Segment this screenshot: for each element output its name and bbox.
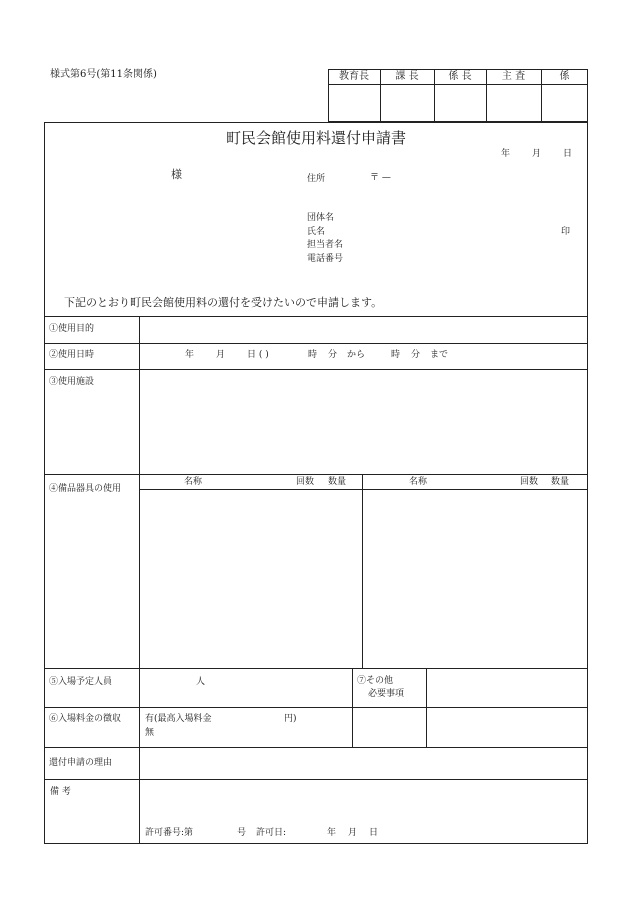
equipment-col-name-left: 名称 xyxy=(184,477,203,487)
name-label: 氏名 xyxy=(307,227,326,237)
attendance-label: ⑤入場予定人員 xyxy=(49,677,113,687)
equipment-col-qty-left: 数量 xyxy=(328,477,347,487)
approval-header-staff: 係 xyxy=(559,71,570,82)
permit-number-suffix: 号 xyxy=(237,828,247,838)
datetime-label: ②使用日時 xyxy=(49,350,95,360)
refund-reason-label: 還付申請の理由 xyxy=(49,758,113,768)
purpose-label: ①使用目的 xyxy=(49,324,95,334)
dt-day: 日 ( ) xyxy=(247,350,269,360)
postal-mark: 〒 — xyxy=(370,173,391,183)
dt-hour-start: 時 xyxy=(308,350,318,360)
page-title: 町民会館使用料還付申請書 xyxy=(225,129,406,147)
permit-month: 月 xyxy=(348,828,358,838)
approval-header-superintendent: 教育長 xyxy=(339,71,369,82)
refund-reason-field[interactable] xyxy=(141,749,587,778)
permit-year: 年 xyxy=(327,828,337,838)
stamp-cell-staff[interactable] xyxy=(542,85,588,121)
datetime-field[interactable] xyxy=(141,345,587,368)
fee-no: 無 xyxy=(145,728,155,738)
application-statement: 下記のとおり町民会館使用料の還付を受けたいので申請します。 xyxy=(64,296,383,309)
org-label: 団体名 xyxy=(307,213,335,223)
fee-yes-prefix: 有(最高入場料金 xyxy=(145,714,212,724)
attendance-unit: 人 xyxy=(196,677,206,687)
permit-day: 日 xyxy=(369,828,379,838)
fee-yes-suffix: 円) xyxy=(284,714,297,724)
remarks-field[interactable] xyxy=(141,781,587,843)
equipment-col-times-right: 回数 xyxy=(520,477,539,487)
fee-field[interactable] xyxy=(141,709,351,746)
equipment-col-name-right: 名称 xyxy=(409,477,428,487)
dt-until: まで xyxy=(430,350,449,360)
addressee-suffix: 様 xyxy=(171,168,182,181)
dt-year: 年 xyxy=(185,350,195,360)
dt-from: から xyxy=(347,350,366,360)
equipment-field-left[interactable] xyxy=(141,491,361,667)
approval-header-subsection-chief: 係 長 xyxy=(448,71,472,82)
fee-extra-cell[interactable] xyxy=(354,709,425,746)
form-number: 様式第6号(第11条関係) xyxy=(50,69,157,80)
stamp-cell-inspector[interactable] xyxy=(487,85,541,121)
other-field[interactable] xyxy=(428,670,587,746)
date-month-label: 月 xyxy=(532,149,542,159)
stamp-cell-subsection-chief[interactable] xyxy=(435,85,486,121)
approval-header-inspector: 主 査 xyxy=(501,71,526,82)
other-label-line1: ⑦その他 xyxy=(357,676,394,686)
seal-label: 印 xyxy=(561,227,571,237)
dt-month: 月 xyxy=(216,350,226,360)
date-year-label: 年 xyxy=(501,149,511,159)
stamp-cell-section-chief[interactable] xyxy=(381,85,434,121)
remarks-label: 備 考 xyxy=(50,787,71,797)
permit-date-label: 許可日: xyxy=(256,828,287,838)
dt-minute-end: 分 xyxy=(411,350,421,360)
equipment-col-qty-right: 数量 xyxy=(551,477,570,487)
facility-label: ③使用施設 xyxy=(49,377,95,387)
other-label-line2: 必要事項 xyxy=(368,689,405,699)
permit-number-label: 許可番号:第 xyxy=(145,828,194,838)
attendance-field[interactable] xyxy=(141,670,351,706)
purpose-field[interactable] xyxy=(141,318,587,342)
equipment-col-times-left: 回数 xyxy=(296,477,315,487)
dt-minute-start: 分 xyxy=(328,350,338,360)
approval-header-section-chief: 課 長 xyxy=(395,71,419,82)
contact-person-label: 担当者名 xyxy=(307,240,344,250)
dt-hour-end: 時 xyxy=(391,350,401,360)
facility-field[interactable] xyxy=(141,371,587,473)
equipment-label: ④備品器具の使用 xyxy=(49,484,122,494)
address-label: 住所 xyxy=(307,174,326,184)
equipment-field-right[interactable] xyxy=(364,491,587,667)
stamp-cell-superintendent[interactable] xyxy=(329,85,380,121)
date-day-label: 日 xyxy=(563,149,573,159)
fee-label: ⑥入場料金の徴収 xyxy=(49,714,122,724)
phone-label: 電話番号 xyxy=(307,254,344,264)
